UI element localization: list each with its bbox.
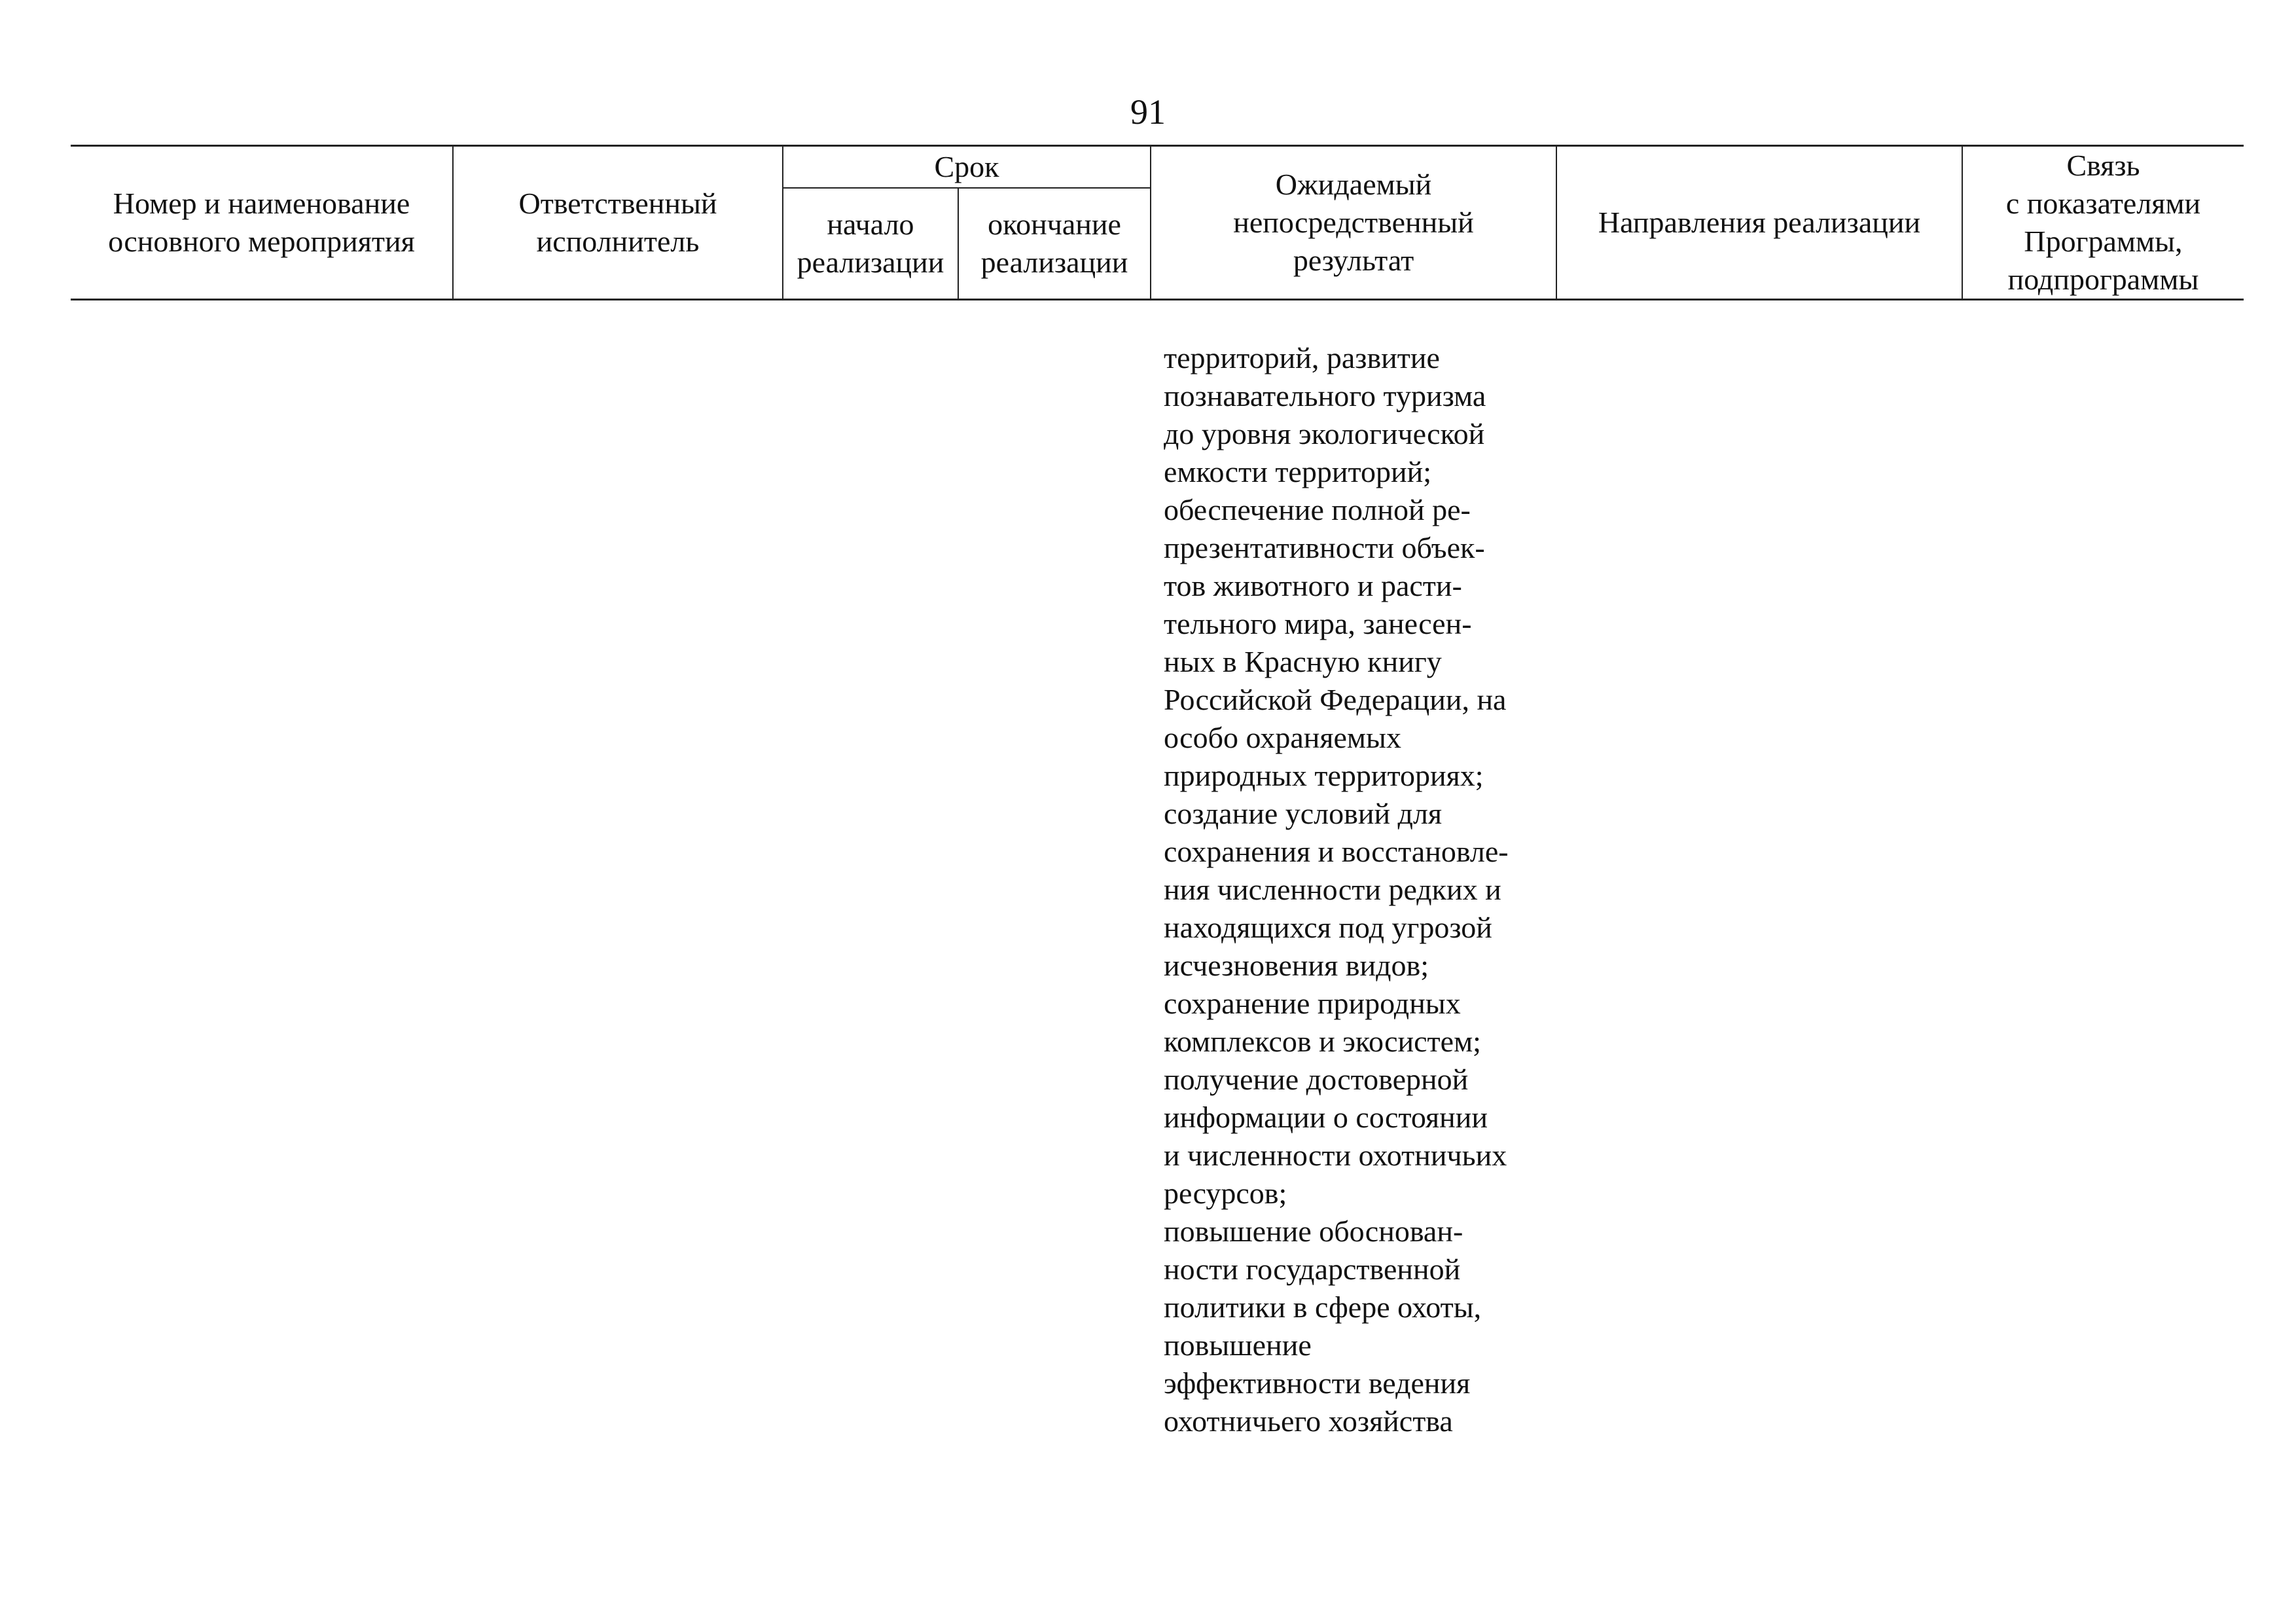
header-indicator-link: Связь с показателями Программы, подпрограммы xyxy=(1962,146,2244,300)
page-number: 91 xyxy=(1130,92,1166,132)
header-responsible-executor: Ответственный исполнитель xyxy=(453,146,783,300)
header-expected-result: Ожидаемый непосредственный результат xyxy=(1151,146,1556,300)
header-period-start: начало реализации xyxy=(783,188,958,300)
header-period: Срок xyxy=(783,146,1151,189)
header-directions: Направления реализации xyxy=(1556,146,1962,300)
header-event-name: Номер и наименование основного мероприятия xyxy=(71,146,453,300)
expected-result-text: территорий, развитие познавательного туризма до уровня экологической емкости территорий; обеспечение полной ре- презентативности объек- тов животного и расти- тельного мира, занесен- ных в Красную книгу Российской Федерации, на особо охраняемых природных территориях; создание условий для сохранения и восстановле- ния численности редких и находящихся под угрозой исчезновения видов; сохранение природных комплексов и экосистем; получение достоверной информации о состоянии и численности охотничьих ресурсов; повышение обоснован- ности государственной политики в сфере охоты, повышение эффективности ведения охотничьего хозяйства xyxy=(1164,341,1509,1438)
header-period-end: окончание реализации xyxy=(958,188,1151,300)
table-header xyxy=(71,145,2244,301)
